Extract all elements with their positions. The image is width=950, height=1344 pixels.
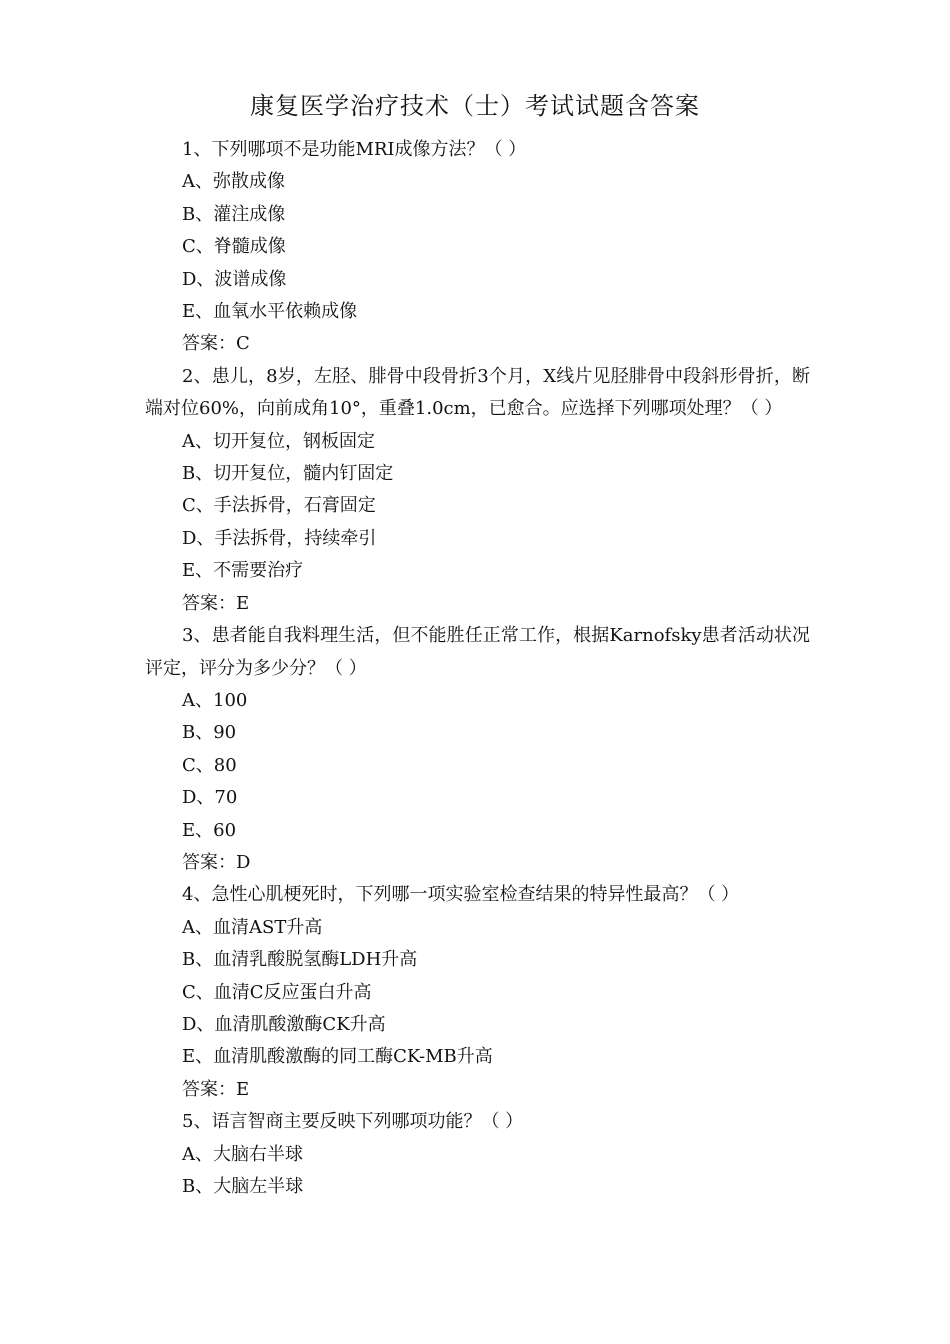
question-list — [145, 134, 810, 1203]
option: C、血清C反应蛋白升高 — [182, 981, 372, 1003]
question-stem: 4、急性心肌梗死时，下列哪一项实验室检查结果的特异性最高？（ ） — [182, 884, 740, 906]
question-4 — [145, 879, 810, 1106]
option: E、血氧水平依赖成像 — [182, 301, 358, 323]
option: A、血清AST升高 — [182, 916, 323, 938]
answer: 答案：E — [182, 592, 250, 614]
question-stem: 5、语言智商主要反映下列哪项功能？（ ） — [182, 1111, 524, 1133]
document-title: 康复医学治疗技术（士）考试试题含答案 — [250, 92, 700, 120]
option: B、切开复位，髓内钉固定 — [182, 463, 394, 485]
answer: 答案：D — [182, 851, 251, 873]
answer: 答案：C — [182, 333, 250, 355]
question-stem: 2、患儿，8岁，左胫、腓骨中段骨折3个月，X线片见胫腓骨中段斜形骨折，断端对位60%，向前成角10°，重叠1.0cm，已愈合。应选择下列哪项处理？（ ） — [145, 365, 810, 420]
option: A、切开复位，钢板固定 — [182, 430, 375, 452]
option: B、灌注成像 — [182, 203, 286, 225]
question-5 — [145, 1106, 810, 1203]
question-stem: 3、患者能自我料理生活，但不能胜任正常工作，根据Karnofsky患者活动状况评定，评分为多少分？（ ） — [145, 625, 810, 679]
question-3 — [145, 620, 810, 879]
option: C、脊髓成像 — [182, 236, 286, 258]
option: E、60 — [182, 819, 237, 841]
option: A、弥散成像 — [182, 171, 285, 193]
option: B、大脑左半球 — [182, 1176, 304, 1197]
question-1 — [145, 134, 810, 361]
option: B、90 — [182, 722, 237, 744]
option: D、波谱成像 — [182, 268, 287, 290]
answer: 答案：E — [182, 1078, 250, 1100]
question-stem: 1、下列哪项不是功能MRI成像方法？（ ） — [182, 139, 527, 160]
option: C、80 — [182, 754, 237, 776]
option: B、血清乳酸脱氢酶LDH升高 — [182, 949, 418, 971]
option: C、手法拆骨，石膏固定 — [182, 495, 376, 517]
option: A、100 — [182, 689, 248, 711]
option: D、手法拆骨，持续牵引 — [182, 527, 377, 549]
option: D、血清肌酸激酶CK升高 — [182, 1013, 386, 1035]
option: E、血清肌酸激酶的同工酶CK-MB升高 — [182, 1046, 493, 1068]
question-2 — [145, 361, 810, 620]
option: A、大脑右半球 — [182, 1143, 303, 1165]
option: E、不需要治疗 — [182, 560, 304, 582]
option: D、70 — [182, 787, 238, 809]
